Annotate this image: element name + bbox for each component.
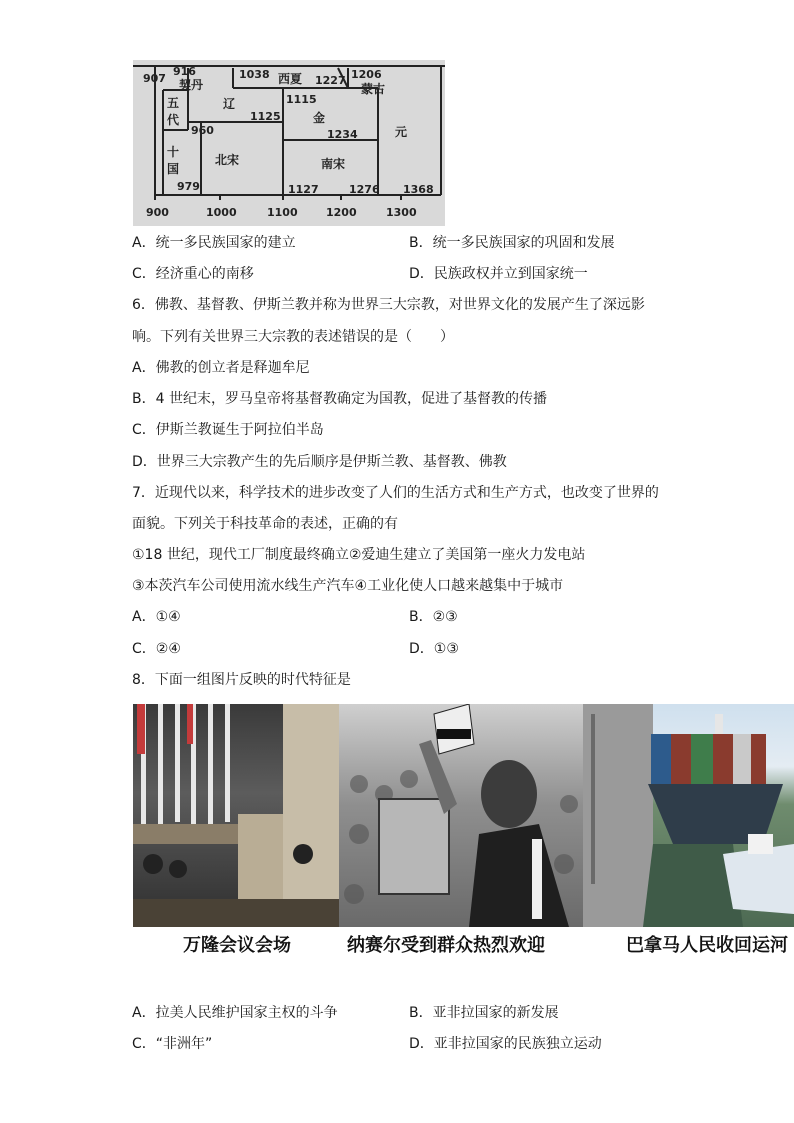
- year-1234: 1234: [327, 128, 358, 141]
- q7-items-line1: ①18 世纪，现代工厂制度最终确立②爱迪生建立了美国第一座火力发电站: [132, 547, 586, 563]
- label-ten-kingdoms-1: 十: [167, 145, 180, 159]
- q6-stem-line2: 响。下列有关世界三大宗教的表述错误的是（ ）: [132, 329, 454, 345]
- q7-items-line2: ③本茨汽车公司使用流水线生产汽车④工业化使人口越来越集中于城市: [132, 578, 564, 594]
- year-916: 916: [173, 65, 196, 78]
- year-1206: 1206: [351, 68, 382, 81]
- q8-stem: 8．下面一组图片反映的时代特征是: [132, 672, 351, 688]
- bandung-conference-photo: [133, 704, 339, 927]
- label-ten-kingdoms-2: 国: [167, 162, 180, 176]
- timeline-svg: [133, 60, 445, 226]
- label-yuan: 元: [395, 125, 408, 139]
- q7-stem-line2: 面貌。下列关于科技革命的表述，正确的有: [132, 516, 398, 532]
- q7-option-d: D．①③: [409, 641, 459, 657]
- caption-panama: 巴拿马人民收回运河: [626, 935, 788, 956]
- q7-option-c: C．②④: [132, 641, 181, 657]
- q8-option-c: C．“非洲年”: [132, 1036, 213, 1052]
- q7-option-a: A．①④: [132, 609, 181, 625]
- q5-option-d: D．民族政权并立到国家统一: [409, 266, 588, 282]
- q8-option-a: A．拉美人民维护国家主权的斗争: [132, 1005, 338, 1021]
- axis-900: 900: [146, 206, 169, 219]
- caption-bandung: 万隆会议会场: [183, 935, 291, 956]
- regime-timeline-chart: [133, 60, 445, 226]
- year-960: 960: [191, 124, 214, 137]
- q6-option-a: A．佛教的创立者是释迦牟尼: [132, 360, 310, 376]
- q5-option-b: B．统一多民族国家的巩固和发展: [409, 235, 615, 251]
- q6-option-d: D．世界三大宗教产生的先后顺序是伊斯兰教、基督教、佛教: [132, 454, 507, 470]
- q6-option-c: C．伊斯兰教诞生于阿拉伯半岛: [132, 422, 324, 438]
- q6-stem-line1: 6．佛教、基督教、伊斯兰教并称为世界三大宗教，对世界文化的发展产生了深远影: [132, 297, 645, 313]
- q8-option-b: B．亚非拉国家的新发展: [409, 1005, 559, 1021]
- q6-option-b: B．4 世纪末，罗马皇帝将基督教确定为国教，促进了基督教的传播: [132, 391, 547, 407]
- q5-option-c: C．经济重心的南移: [132, 266, 254, 282]
- year-1125: 1125: [250, 110, 281, 123]
- label-southern-song: 南宋: [321, 157, 346, 171]
- year-1127: 1127: [288, 183, 319, 196]
- q8-option-d: D．亚非拉国家的民族独立运动: [409, 1036, 602, 1052]
- label-jin: 金: [313, 111, 326, 125]
- label-northern-song: 北宋: [215, 153, 240, 167]
- label-khitan: 契丹: [179, 78, 204, 92]
- year-1115: 1115: [286, 93, 317, 106]
- label-western-xia: 西夏: [278, 72, 303, 86]
- panama-canal-photo: [583, 704, 794, 927]
- q5-option-a: A．统一多民族国家的建立: [132, 235, 296, 251]
- label-five-dyn-2: 代: [167, 113, 180, 127]
- label-liao: 辽: [223, 97, 236, 111]
- q7-stem-line1: 7．近现代以来，科学技术的进步改变了人们的生活方式和生产方式，也改变了世界的: [132, 485, 659, 501]
- year-979: 979: [177, 180, 200, 193]
- nasser-crowd-photo: [339, 704, 583, 927]
- year-907: 907: [143, 72, 166, 85]
- year-1368: 1368: [403, 183, 434, 196]
- axis-1100: 1100: [267, 206, 298, 219]
- year-1276: 1276: [349, 183, 380, 196]
- label-mongol: 蒙古: [361, 82, 386, 96]
- axis-1300: 1300: [386, 206, 417, 219]
- year-1227: 1227: [315, 74, 346, 87]
- caption-nasser: 纳赛尔受到群众热烈欢迎: [347, 935, 545, 956]
- label-five-dyn-1: 五: [167, 96, 180, 110]
- axis-1200: 1200: [326, 206, 357, 219]
- year-1038: 1038: [239, 68, 270, 81]
- axis-1000: 1000: [206, 206, 237, 219]
- q7-option-b: B．②③: [409, 609, 458, 625]
